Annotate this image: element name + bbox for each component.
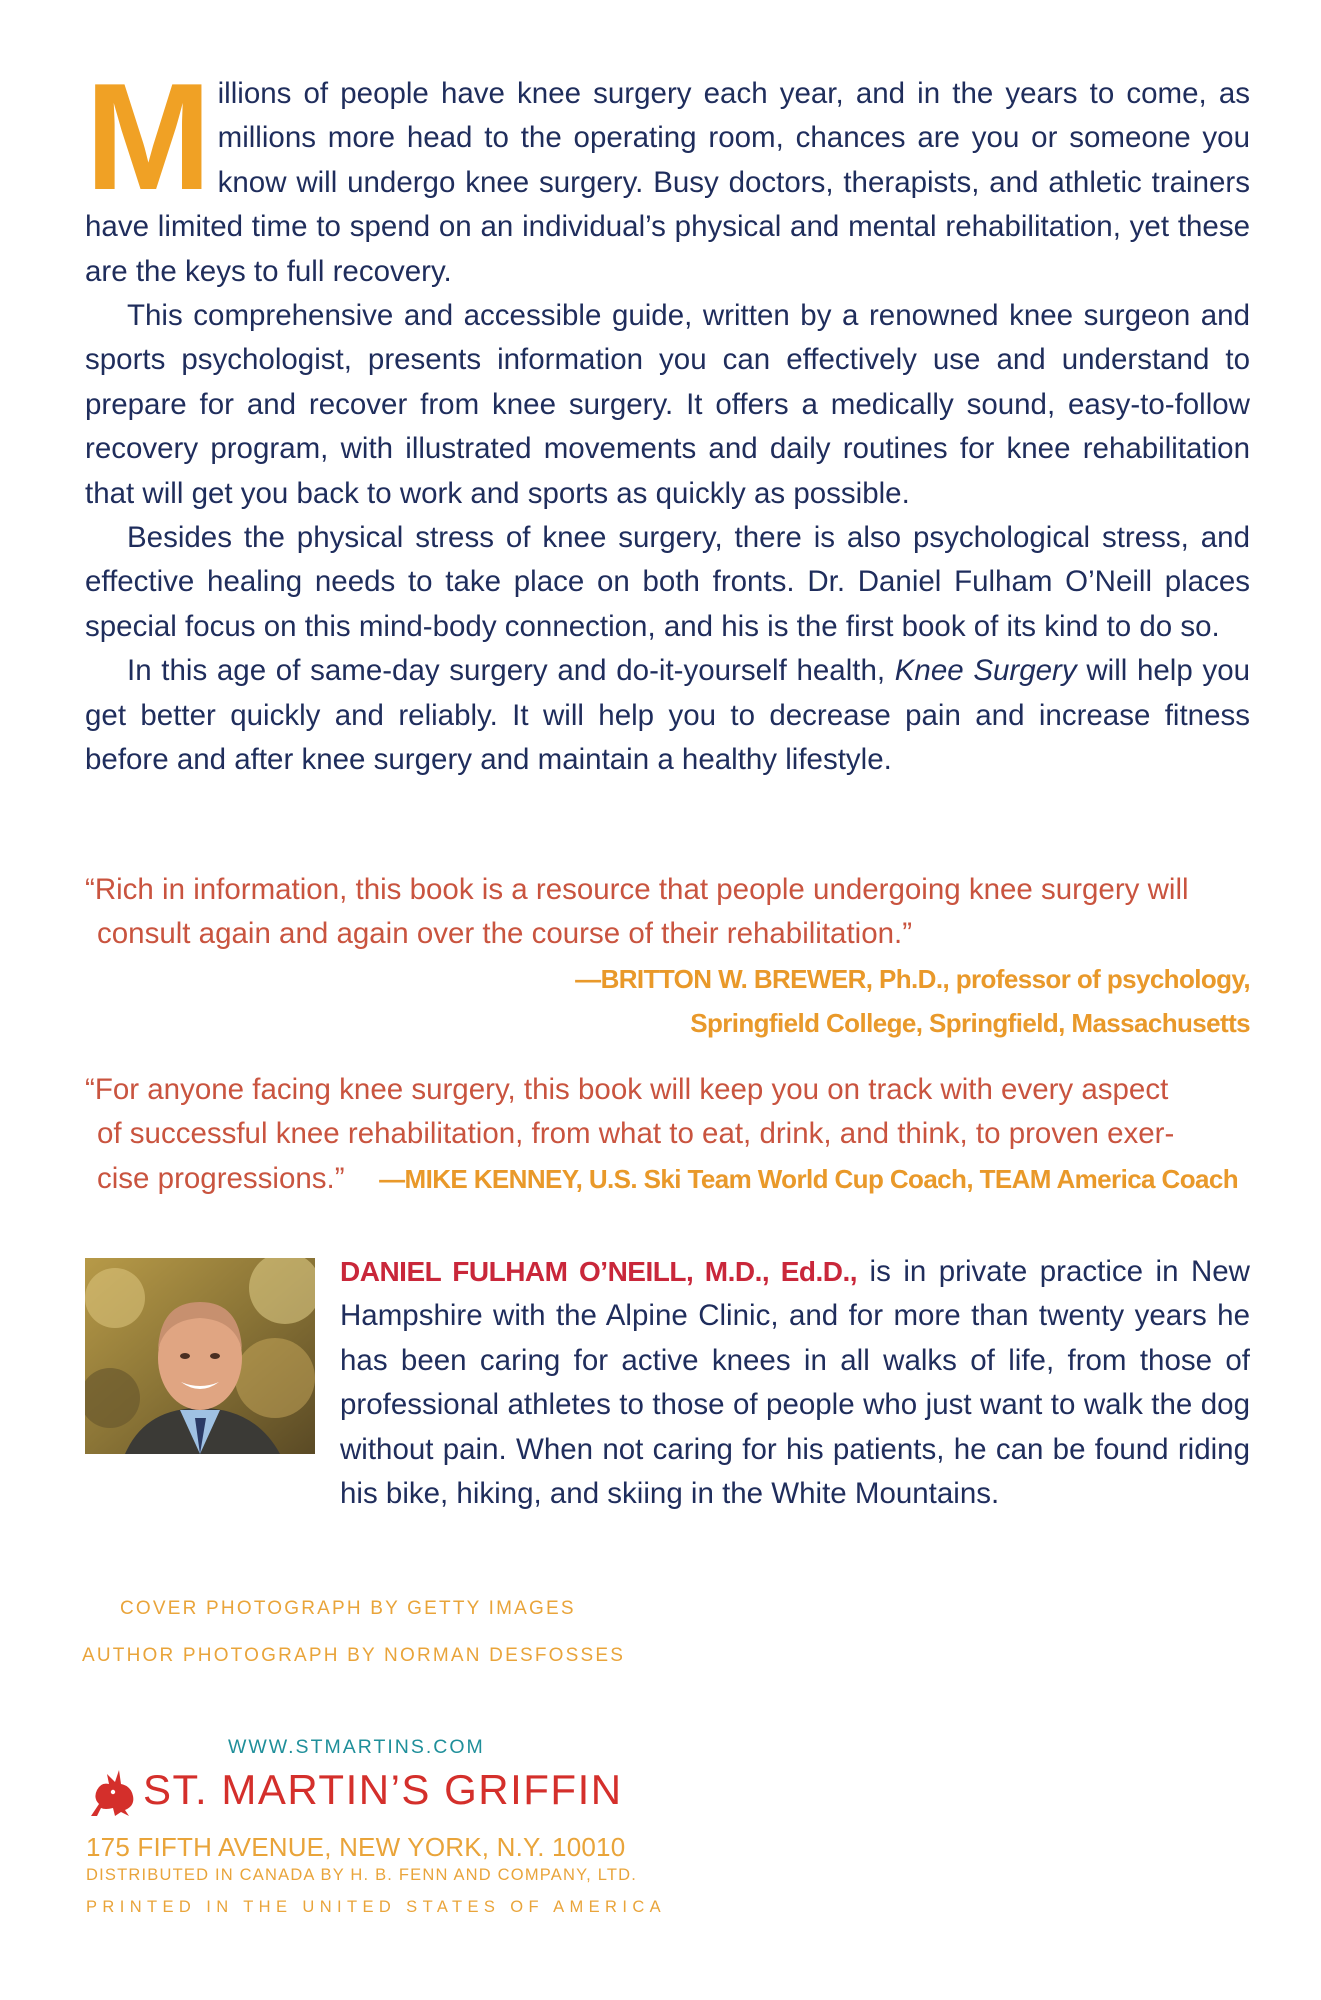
author-bio-text: is in private practice in New Hampshire with the Alpine Clinic, and for more than twenty years he has been caring for active knees in all walks of life, from those of professional athletes to those of people who just want to walk the dog without pain. When not caring for his patients, he can be found riding his bike, hiking, and skiing in the White Mountains. [340, 1255, 1250, 1511]
quote-1 [85, 868, 1250, 1046]
quote-2-line-2: of successful knee rehabilitation, from what to eat, drink, and think, to proven exer- [97, 1117, 1175, 1151]
griffin-icon [85, 1764, 141, 1820]
paragraph-4-end: will help you get better quickly and reliably. It will help you to decrease pain and increase fitness before and after knee surgery and maintain a healthy lifestyle. [85, 654, 1251, 777]
publisher-address: 175 FIFTH AVENUE, NEW YORK, N.Y. 10010 [86, 1832, 626, 1862]
author-portrait-image [85, 1258, 315, 1454]
paragraph-1-text: illions of people have knee surgery each year, and in the years to come, as millions more head to the operating room, chances are you or someone you know will undergo knee surgery. Busy doctors, therapists, and athletic trainers have limited time to spend on an individual’s physical and mental rehabilitation, yet these are the keys to full recovery. [85, 77, 1250, 288]
paragraph-3: Besides the physical stress of knee surgery, there is also psychological stress, and effective healing needs to take place on both fronts. Dr. Daniel Fulham O’Neill places special focus on this mind-body connection, and his is the first book of its kind to do so. [85, 521, 1250, 643]
quote-2-line-3-text: cise progressions.” [97, 1161, 345, 1195]
publisher-url[interactable]: WWW.STMARTINS.COM [228, 1736, 485, 1758]
paragraph-1 [85, 52, 1250, 294]
quote-2-attribution: —MIKE KENNEY, U.S. Ski Team World Cup Coach, TEAM America Coach [379, 1163, 1238, 1194]
author-name: DANIEL FULHAM O’NEILL, M.D., Ed.D., [340, 1256, 858, 1287]
quote-1-attribution-2: Springfield College, Springfield, Massachusetts [690, 1008, 1250, 1039]
paragraph-4 [85, 649, 1250, 782]
author-bio [340, 1250, 1250, 1516]
quote-2-line-3 [85, 1157, 1250, 1201]
quote-1-line-1: “Rich in information, this book is a resource that people undergoing knee surgery will [85, 873, 1189, 906]
publisher-name: ST. MARTIN’S GRIFFIN [143, 1766, 623, 1813]
quote-1-attribution-1: —BRITTON W. BREWER, Ph.D., professor of psychology, [575, 963, 1250, 994]
author-photo-credit: AUTHOR PHOTOGRAPH BY NORMAN DESFOSSES [82, 1645, 626, 1666]
distribution-notice: DISTRIBUTED IN CANADA BY H. B. FENN AND COMPANY, LTD. [86, 1866, 638, 1884]
quote-2 [85, 1068, 1250, 1201]
author-photo [85, 1258, 315, 1454]
book-title: Knee Surgery [894, 654, 1077, 688]
quote-1-line-2: consult again and again over the course of their rehabilitation.” [97, 917, 913, 951]
printed-notice: PRINTED IN THE UNITED STATES OF AMERICA [86, 1898, 667, 1916]
drop-cap: M [85, 52, 210, 222]
description-text [85, 52, 1251, 783]
paragraph-2: This comprehensive and accessible guide, written by a renowned knee surgeon and sports psychologist, presents information you can effectively use and understand to prepare for and recover from knee surgery. It offers a medically sound, easy-to-follow recovery program, with illustrated movements and daily routines for knee rehabilitation that will get you back to work and sports as quickly as possible. [85, 299, 1250, 510]
quote-2-line-1: “For anyone facing knee surgery, this book will keep you on track with every aspect [85, 1073, 1169, 1106]
paragraph-4-start: In this age of same-day surgery and do-it-yourself health, [127, 654, 895, 688]
cover-photo-credit: COVER PHOTOGRAPH BY GETTY IMAGES [120, 1598, 576, 1619]
